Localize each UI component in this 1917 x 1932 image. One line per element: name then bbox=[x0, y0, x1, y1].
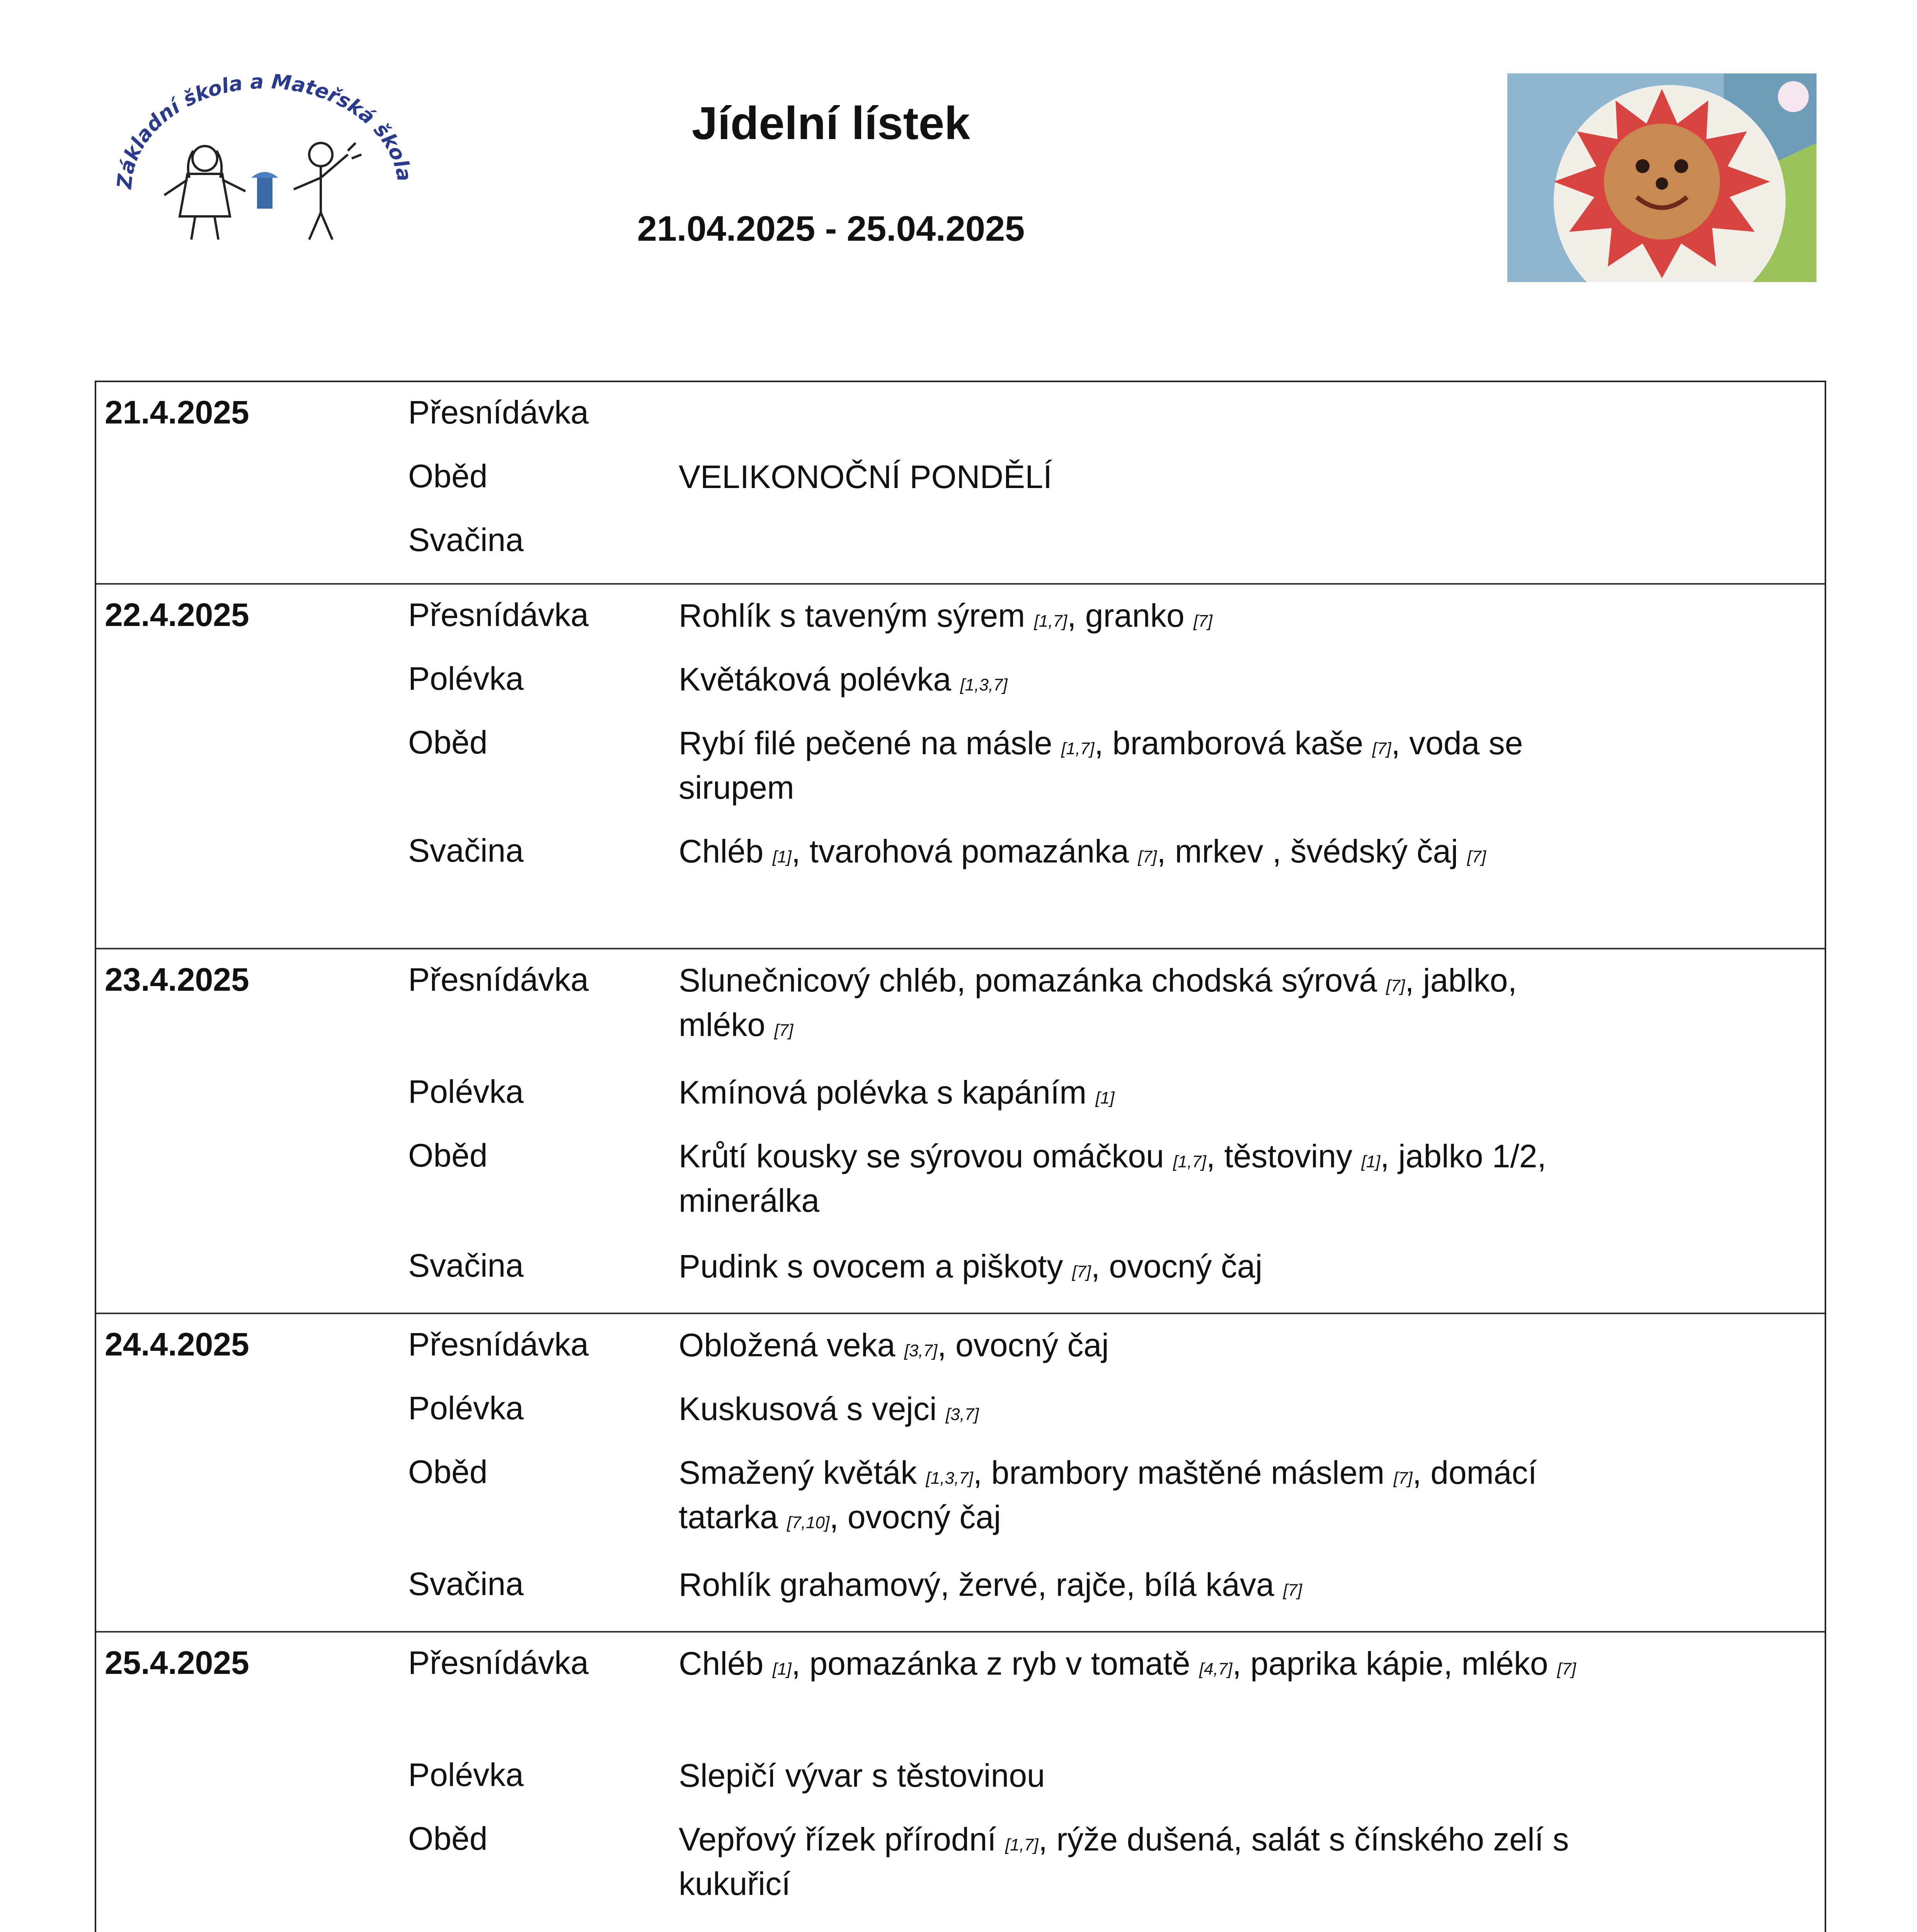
meal-type: Polévka bbox=[408, 1757, 524, 1793]
dish-text: , granko bbox=[1067, 597, 1194, 634]
day-date: 23.4.2025 bbox=[105, 961, 249, 998]
meal-type: Polévka bbox=[408, 1073, 524, 1110]
dish bbox=[679, 660, 1606, 704]
date-range: 21.04.2025 - 25.04.2025 bbox=[637, 209, 1025, 248]
dish bbox=[679, 1820, 1606, 1903]
dish-text: Slepičí vývar s těstovinou bbox=[679, 1757, 1045, 1794]
dish bbox=[679, 1453, 1606, 1542]
svg-text:Základní škola a Mateřská škol bbox=[104, 73, 414, 190]
meal-type: Svačina bbox=[408, 832, 524, 869]
dish bbox=[679, 1565, 1606, 1610]
day-block bbox=[96, 1314, 1825, 1631]
allergen-code: [7] bbox=[1467, 847, 1486, 866]
dish-text: Rohlík grahamový, žervé, rajče, bílá káva bbox=[679, 1566, 1284, 1603]
dish-text: Chléb bbox=[679, 1645, 773, 1682]
dish-text: , ovocný čaj bbox=[937, 1327, 1109, 1363]
meal-type: Svačina bbox=[408, 1566, 524, 1602]
dish-text: , ovocný čaj bbox=[1091, 1248, 1263, 1284]
dish-text: , ovocný čaj bbox=[829, 1499, 1001, 1535]
day-block bbox=[96, 949, 1825, 1313]
dish-text: , bramborová kaše bbox=[1094, 725, 1372, 761]
dish bbox=[679, 1644, 1606, 1689]
meal-type: Polévka bbox=[408, 1390, 524, 1426]
day-date: 25.4.2025 bbox=[105, 1645, 249, 1681]
meal-type: Přesnídávka bbox=[408, 1645, 589, 1681]
allergen-code: [7] bbox=[1072, 1262, 1091, 1281]
allergen-code: [1] bbox=[1095, 1088, 1115, 1107]
dish bbox=[679, 1137, 1606, 1220]
dish-text: , rýže dušená, salát s čínského zelí s kukuřicí bbox=[679, 1821, 1569, 1902]
allergen-code: [7] bbox=[774, 1021, 793, 1040]
dish-text: , voda se sirupem bbox=[679, 725, 1523, 806]
meal-type: Oběd bbox=[408, 1820, 488, 1857]
dish-text: Krůtí kousky se sýrovou omáčkou bbox=[679, 1138, 1173, 1174]
meal-type: Přesnídávka bbox=[408, 961, 589, 998]
allergen-code: [7] bbox=[1193, 612, 1212, 631]
meal-type: Svačina bbox=[408, 522, 524, 558]
dish-text: Slunečnicový chléb, pomazánka chodská sýrová bbox=[679, 962, 1386, 998]
meal-type: Přesnídávka bbox=[408, 394, 589, 430]
dish bbox=[679, 596, 1606, 641]
allergen-code: [7] bbox=[1557, 1660, 1576, 1679]
allergen-code: [1,7] bbox=[1005, 1835, 1039, 1854]
dish-text: Obložená veka bbox=[679, 1327, 904, 1363]
dish-text: , pomazánka z ryb v tomatě bbox=[791, 1645, 1199, 1682]
dish bbox=[679, 1756, 1606, 1795]
dish-text: , jablko 1/2, minerálka bbox=[679, 1138, 1546, 1219]
allergen-code: [7] bbox=[1393, 1469, 1413, 1488]
allergen-code: [1] bbox=[772, 1660, 792, 1679]
logo-text: Základní škola a Mateřská škola bbox=[113, 73, 414, 190]
dish-text: Kmínová polévka s kapáním bbox=[679, 1074, 1096, 1111]
allergen-code: [1,7] bbox=[1034, 612, 1067, 631]
dish-text: , jablko, mléko bbox=[679, 962, 1517, 1043]
dish-text: Rohlík s taveným sýrem bbox=[679, 597, 1034, 634]
dish-text: Květáková polévka bbox=[679, 661, 960, 697]
dish-text: Pudink s ovocem a piškoty bbox=[679, 1248, 1072, 1284]
dish-text: , paprika kápie, mléko bbox=[1232, 1645, 1557, 1682]
day-block bbox=[96, 382, 1825, 583]
allergen-code: [1] bbox=[772, 847, 792, 866]
day-block bbox=[96, 1633, 1825, 1932]
meal-type: Polévka bbox=[408, 660, 524, 697]
dish-text: Rybí filé pečené na másle bbox=[679, 725, 1061, 761]
day-date: 21.4.2025 bbox=[105, 394, 249, 430]
dish-text: , tvarohová pomazánka bbox=[791, 833, 1138, 869]
dish-text: , mrkev , švédský čaj bbox=[1157, 833, 1468, 869]
allergen-code: [7] bbox=[1372, 739, 1391, 758]
dish-text: , domácí tatarka bbox=[679, 1454, 1537, 1535]
dish-text: Kuskusová s vejci bbox=[679, 1391, 946, 1427]
meal-type: Oběd bbox=[408, 1454, 488, 1490]
dish bbox=[679, 1247, 1606, 1291]
day-date: 24.4.2025 bbox=[105, 1326, 249, 1362]
meal-type: Oběd bbox=[408, 1137, 488, 1173]
dish-text: , brambory maštěné máslem bbox=[973, 1454, 1394, 1491]
allergen-code: [1,3,7] bbox=[926, 1469, 973, 1488]
page-title: Jídelní lístek bbox=[691, 97, 970, 149]
meal-type: Přesnídávka bbox=[408, 1326, 589, 1362]
dish-text: Smažený květák bbox=[679, 1454, 926, 1491]
dish bbox=[679, 832, 1606, 876]
menu-table bbox=[95, 381, 1826, 1932]
allergen-code: [1,7] bbox=[1061, 739, 1095, 758]
meal-type: Oběd bbox=[408, 724, 488, 760]
dish-text: , těstoviny bbox=[1206, 1138, 1362, 1174]
sun-food-photo bbox=[1507, 73, 1817, 282]
dish bbox=[679, 1389, 1606, 1434]
dish-text: VELIKONOČNÍ PONDĚLÍ bbox=[679, 459, 1052, 495]
allergen-code: [3,7] bbox=[904, 1341, 938, 1360]
allergen-code: [1,7] bbox=[1173, 1152, 1206, 1171]
allergen-code: [7] bbox=[1138, 847, 1157, 866]
meal-type: Oběd bbox=[408, 458, 488, 494]
dish bbox=[679, 724, 1606, 807]
allergen-code: [7,10] bbox=[787, 1513, 830, 1532]
dish bbox=[679, 961, 1606, 1050]
allergen-code: [4,7] bbox=[1199, 1660, 1233, 1679]
day-date: 22.4.2025 bbox=[105, 597, 249, 633]
allergen-code: [7] bbox=[1386, 976, 1405, 995]
dish-text: Vepřový řízek přírodní bbox=[679, 1821, 1006, 1857]
dish bbox=[679, 457, 1606, 496]
day-block bbox=[96, 585, 1825, 948]
school-logo bbox=[104, 73, 414, 259]
meal-type: Svačina bbox=[408, 1247, 524, 1284]
allergen-code: [1,3,7] bbox=[960, 675, 1008, 694]
dish bbox=[679, 1073, 1606, 1117]
meal-type: Přesnídávka bbox=[408, 597, 589, 633]
dish bbox=[679, 1326, 1606, 1370]
allergen-code: [3,7] bbox=[945, 1405, 979, 1424]
allergen-code: [7] bbox=[1283, 1581, 1302, 1600]
allergen-code: [1] bbox=[1361, 1152, 1381, 1171]
dish-text: Chléb bbox=[679, 833, 773, 869]
